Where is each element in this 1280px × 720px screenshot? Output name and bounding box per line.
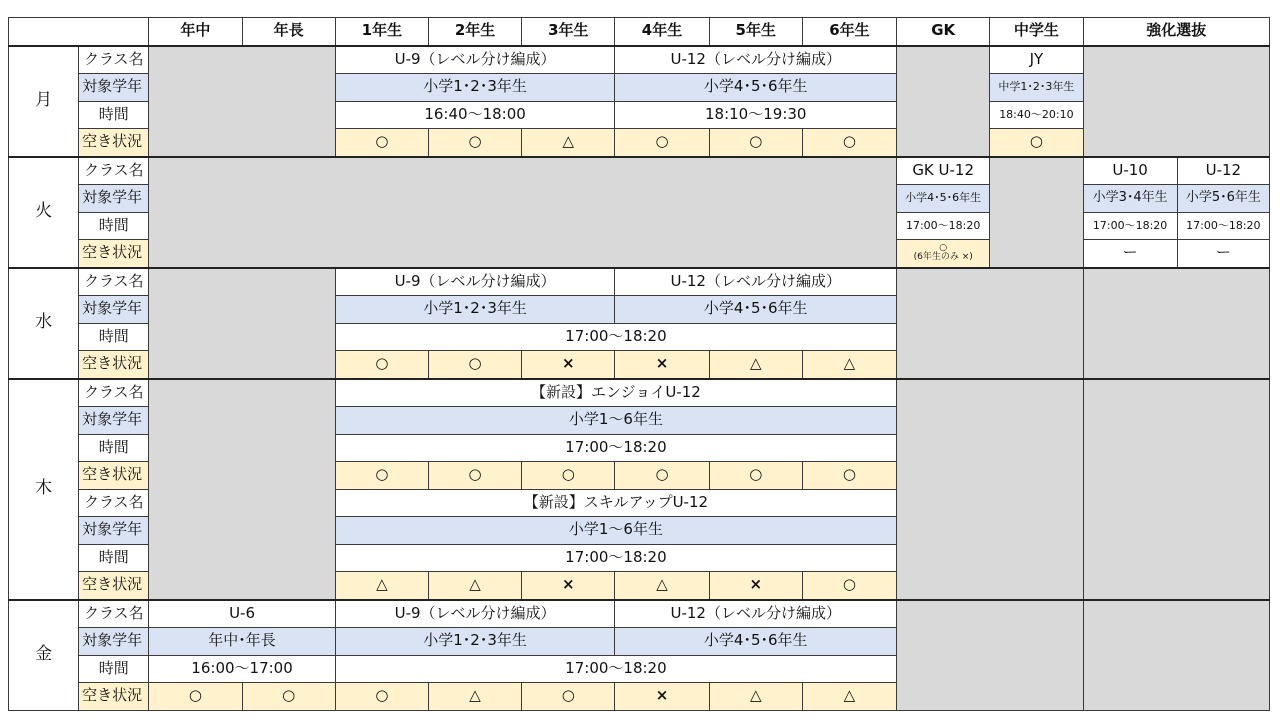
vacancy-mark: ○ xyxy=(335,683,428,711)
vacancy-mark: △ xyxy=(709,683,802,711)
thu-enjoy-grade: 小学1～6年生 xyxy=(335,407,896,435)
fri-u6-grade: 年中･年長 xyxy=(149,628,335,656)
tue-u10-class: U-10 xyxy=(1083,157,1177,185)
vacancy-mark: △ xyxy=(802,351,896,379)
thu-skillup-time: 17:00～18:20 xyxy=(335,544,896,572)
header-grade3: 3年生 xyxy=(522,18,615,46)
tue-u10-time: 17:00～18:20 xyxy=(1083,212,1177,240)
day-fri: 金 xyxy=(9,600,79,711)
empty-cell xyxy=(149,379,335,600)
header-row xyxy=(9,18,1270,46)
header-corner xyxy=(9,18,149,46)
day-thu: 木 xyxy=(9,379,79,600)
wed-time: 17:00～18:20 xyxy=(335,323,896,351)
vacancy-mark: ○ xyxy=(709,129,802,157)
label-class: クラス名 xyxy=(79,600,149,628)
fri-u6-time: 16:00～17:00 xyxy=(149,655,335,683)
vacancy-mark: × xyxy=(522,351,615,379)
vacancy-mark: ○ xyxy=(428,462,521,490)
label-class: クラス名 xyxy=(79,489,149,517)
label-grade: 対象学年 xyxy=(79,407,149,435)
vacancy-mark: ○ xyxy=(149,683,242,711)
thu-skillup-class: 【新設】スキルアップU-12 xyxy=(335,489,896,517)
tue-u12-vacancy: ー xyxy=(1177,240,1269,268)
empty-cell xyxy=(149,46,335,157)
vacancy-mark: ○ xyxy=(615,129,709,157)
vacancy-mark: △ xyxy=(522,129,615,157)
header-nencho: 年長 xyxy=(242,18,335,46)
label-time: 時間 xyxy=(79,101,149,129)
tue-class-row xyxy=(9,157,1270,185)
mon-u9-grade: 小学1･2･3年生 xyxy=(335,74,615,102)
label-time: 時間 xyxy=(79,655,149,683)
mon-jy-grade: 中学1･2･3年生 xyxy=(990,74,1083,102)
empty-cell xyxy=(149,268,335,379)
vacancy-mark: ○ xyxy=(990,129,1083,157)
tue-u12-time: 17:00～18:20 xyxy=(1177,212,1269,240)
header-grade2: 2年生 xyxy=(428,18,521,46)
fri-u12-class: U-12（レベル分け編成） xyxy=(615,600,897,628)
label-class: クラス名 xyxy=(79,268,149,296)
vacancy-mark: × xyxy=(709,572,802,600)
vacancy-mark: ○ xyxy=(939,243,948,254)
mon-class-row xyxy=(9,46,1270,74)
empty-cell xyxy=(1083,46,1270,157)
vacancy-mark: ○ xyxy=(615,462,709,490)
empty-cell xyxy=(897,600,1083,711)
empty-cell xyxy=(897,268,1083,379)
tue-u10-vacancy: ー xyxy=(1083,240,1177,268)
vacancy-mark: × xyxy=(615,351,709,379)
header-select: 強化選抜 xyxy=(1083,18,1270,46)
tue-gk-vacancy xyxy=(897,240,990,268)
tue-gk-time: 17:00～18:20 xyxy=(897,212,990,240)
vacancy-note: (6年生のみ ×) xyxy=(913,252,973,263)
empty-cell xyxy=(1083,268,1270,379)
fri-u9-grade: 小学1･2･3年生 xyxy=(335,628,615,656)
vacancy-mark: ○ xyxy=(522,462,615,490)
vacancy-mark: ○ xyxy=(802,129,896,157)
fri-time: 17:00～18:20 xyxy=(335,655,896,683)
header-grade5: 5年生 xyxy=(709,18,802,46)
fri-u12-grade: 小学4･5･6年生 xyxy=(615,628,897,656)
header-junior-high: 中学生 xyxy=(990,18,1083,46)
wed-u12-class: U-12（レベル分け編成） xyxy=(615,268,897,296)
fri-class-row xyxy=(9,600,1270,628)
wed-class-row xyxy=(9,268,1270,296)
label-vacancy: 空き状況 xyxy=(79,462,149,490)
vacancy-mark: ○ xyxy=(335,462,428,490)
header-grade1: 1年生 xyxy=(335,18,428,46)
wed-u9-class: U-9（レベル分け編成） xyxy=(335,268,615,296)
empty-cell xyxy=(1083,379,1270,600)
label-vacancy: 空き状況 xyxy=(79,240,149,268)
wed-u9-grade: 小学1･2･3年生 xyxy=(335,296,615,324)
header-nenchu: 年中 xyxy=(149,18,242,46)
empty-cell xyxy=(990,157,1083,268)
label-grade: 対象学年 xyxy=(79,185,149,213)
label-vacancy: 空き状況 xyxy=(79,683,149,711)
label-time: 時間 xyxy=(79,212,149,240)
mon-jy-class: JY xyxy=(990,46,1083,74)
day-wed: 水 xyxy=(9,268,79,379)
label-vacancy: 空き状況 xyxy=(79,129,149,157)
label-grade: 対象学年 xyxy=(79,74,149,102)
mon-u9-time: 16:40～18:00 xyxy=(335,101,615,129)
empty-cell xyxy=(149,157,897,268)
day-mon: 月 xyxy=(9,46,79,157)
vacancy-mark: ○ xyxy=(802,572,896,600)
label-time: 時間 xyxy=(79,544,149,572)
vacancy-mark: ○ xyxy=(428,351,521,379)
label-class: クラス名 xyxy=(79,379,149,407)
label-grade: 対象学年 xyxy=(79,296,149,324)
vacancy-mark: ○ xyxy=(428,129,521,157)
wed-u12-grade: 小学4･5･6年生 xyxy=(615,296,897,324)
label-vacancy: 空き状況 xyxy=(79,351,149,379)
mon-u12-time: 18:10～19:30 xyxy=(615,101,897,129)
mon-u12-class: U-12（レベル分け編成） xyxy=(615,46,897,74)
empty-cell xyxy=(1083,600,1270,711)
empty-cell xyxy=(897,46,990,157)
mon-u9-class: U-9（レベル分け編成） xyxy=(335,46,615,74)
header-grade6: 6年生 xyxy=(802,18,896,46)
header-grade4: 4年生 xyxy=(615,18,709,46)
vacancy-mark: ○ xyxy=(335,351,428,379)
mon-jy-time: 18:40～20:10 xyxy=(990,101,1083,129)
vacancy-mark: ○ xyxy=(242,683,335,711)
tue-u12-grade: 小学5･6年生 xyxy=(1177,185,1269,213)
tue-u12-class: U-12 xyxy=(1177,157,1269,185)
vacancy-mark: ○ xyxy=(709,462,802,490)
thu-class1-row xyxy=(9,379,1270,407)
mon-u12-grade: 小学4･5･6年生 xyxy=(615,74,897,102)
vacancy-mark: △ xyxy=(615,572,709,600)
vacancy-mark: ○ xyxy=(335,129,428,157)
vacancy-mark: △ xyxy=(335,572,428,600)
vacancy-mark: △ xyxy=(428,572,521,600)
thu-enjoy-time: 17:00～18:20 xyxy=(335,434,896,462)
header-gk: GK xyxy=(897,18,990,46)
vacancy-mark: △ xyxy=(428,683,521,711)
vacancy-mark: × xyxy=(615,683,709,711)
day-tue: 火 xyxy=(9,157,79,268)
vacancy-mark: ○ xyxy=(522,683,615,711)
label-time: 時間 xyxy=(79,434,149,462)
schedule-table xyxy=(8,17,1270,711)
thu-enjoy-class: 【新設】エンジョイU-12 xyxy=(335,379,896,407)
vacancy-mark: △ xyxy=(709,351,802,379)
label-class: クラス名 xyxy=(79,157,149,185)
label-time: 時間 xyxy=(79,323,149,351)
thu-skillup-grade: 小学1～6年生 xyxy=(335,517,896,545)
vacancy-mark: △ xyxy=(802,683,896,711)
vacancy-mark: × xyxy=(522,572,615,600)
vacancy-mark: ○ xyxy=(802,462,896,490)
empty-cell xyxy=(897,379,1083,600)
label-vacancy: 空き状況 xyxy=(79,572,149,600)
tue-u10-grade: 小学3･4年生 xyxy=(1083,185,1177,213)
tue-gk-grade: 小学4･5･6年生 xyxy=(897,185,990,213)
fri-u6-class: U-6 xyxy=(149,600,335,628)
label-class: クラス名 xyxy=(79,46,149,74)
label-grade: 対象学年 xyxy=(79,517,149,545)
tue-gk-class: GK U-12 xyxy=(897,157,990,185)
fri-u9-class: U-9（レベル分け編成） xyxy=(335,600,615,628)
label-grade: 対象学年 xyxy=(79,628,149,656)
